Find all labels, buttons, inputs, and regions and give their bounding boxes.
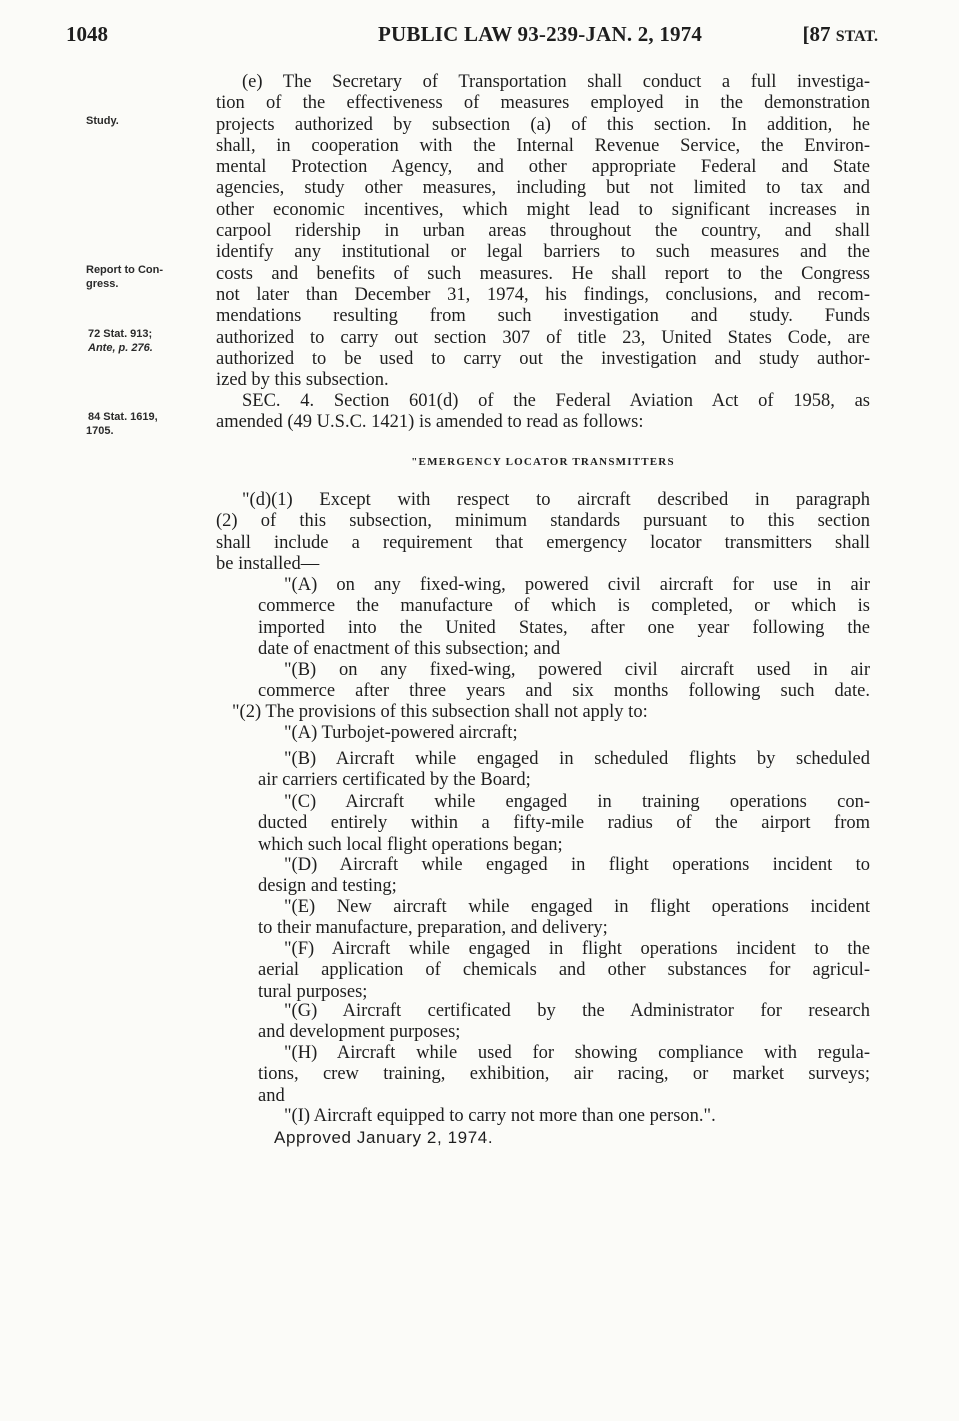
text-line: "(B) on any fixed-wing, powered civil aircraft used in air (284, 660, 870, 680)
paragraph-d2-G (258, 1001, 870, 1044)
text-line: be installed— (216, 553, 320, 574)
text-line: aerial application of chemicals and other substances for agricul- (258, 960, 870, 981)
text-line: "(d)(1) Except with respect to aircraft described in paragraph (242, 490, 870, 510)
paragraph-d2-E (258, 897, 870, 940)
approval-date: Approved January 2, 1974. (274, 1128, 494, 1147)
text-line: authorized to carry out section 307 of title 23, United States Code, are (216, 327, 870, 348)
text-line: projects authorized by subsection (a) of this section. In addition, he (216, 114, 870, 135)
text-line: "(A) Turbojet-powered aircraft; (284, 723, 518, 743)
volume-abbrev: STAT. (835, 28, 878, 45)
text-line: tural purposes; (258, 981, 368, 1002)
text-line: SEC. 4. Section 601(d) of the Federal Aviation Act of 1958, as (242, 391, 870, 411)
text-line: imported into the United States, after one year following the (258, 617, 870, 638)
text-line: commerce after three years and six months following such date. (258, 681, 870, 702)
paragraph-d2-A (258, 723, 870, 744)
text-line: and (258, 1085, 285, 1106)
section-4 (216, 391, 870, 434)
text-line: mental Protection Agency, and other appropriate Federal and State (216, 157, 870, 178)
paragraph-d2-B (258, 749, 870, 792)
page-number: 1048 (66, 22, 108, 46)
text-line: (e) The Secretary of Transportation shall conduct a full investiga- (242, 72, 870, 92)
margin-note-citation-1: 72 Stat. 913; Ante, p. 276. (88, 328, 153, 354)
text-line: (2) of this subsection, minimum standards pursuant to this section (216, 511, 870, 532)
margin-note-citation-2: 84 Stat. 1619, 1705. (86, 411, 158, 437)
paragraph-d2-F (258, 939, 870, 1003)
paragraph-d1 (216, 490, 870, 575)
text-line: amended (49 U.S.C. 1421) is amended to read as follows: (216, 412, 644, 433)
text-line: "(D) Aircraft while engaged in flight operations incident to (284, 855, 870, 875)
text-line: "(G) Aircraft certificated by the Administrator for research (284, 1001, 870, 1021)
paragraph-d1-A (258, 575, 870, 660)
text-line: agencies, study other measures, including but not limited to tax and (216, 178, 870, 199)
text-line: "(H) Aircraft while used for showing compliance with regula- (284, 1043, 870, 1063)
paragraph-d2 (232, 702, 870, 723)
text-line: shall, in cooperation with the Internal Revenue Service, the Environ- (216, 135, 870, 156)
text-line: and development purposes; (258, 1022, 461, 1043)
text-line: tions, crew training, exhibition, air racing, or market surveys; (258, 1064, 870, 1085)
paragraph-d2-I (258, 1106, 870, 1127)
paragraph-d2-H (258, 1043, 870, 1107)
text-line: carpool ridership in urban areas throughout the country, and shall (216, 221, 870, 242)
text-line: costs and benefits of such measures. He shall report to the Congress (216, 263, 870, 284)
text-line: to their manufacture, preparation, and delivery; (258, 918, 608, 939)
text-line: shall include a requirement that emergency locator transmitters shall (216, 532, 870, 553)
text-line: "(E) New aircraft while engaged in flight operations incident (284, 897, 870, 917)
margin-note-study: Study. (86, 115, 119, 127)
text-line: "(2) The provisions of this subsection shall not apply to: (232, 702, 648, 722)
text-line: identify any institutional or legal barriers to such measures and the (216, 242, 870, 263)
paragraph-d1-B (258, 660, 870, 703)
text-line: "(C) Aircraft while engaged in training operations con- (284, 792, 870, 812)
text-line: commerce the manufacture of which is completed, or which is (258, 596, 870, 617)
text-line: ized by this subsection. (216, 370, 389, 391)
running-header (66, 22, 878, 52)
paragraph-d2-D (258, 855, 870, 898)
text-line: "(I) Aircraft equipped to carry not more than one person.". (284, 1106, 716, 1126)
text-line: "(F) Aircraft while engaged in flight operations incident to the (284, 939, 870, 959)
text-line: date of enactment of this subsection; and (258, 638, 561, 659)
paragraph-d2-C (258, 792, 870, 856)
text-line: "(B) Aircraft while engaged in scheduled flights by scheduled (284, 749, 870, 769)
text-line: design and testing; (258, 876, 397, 897)
volume-bracket: [87 (802, 22, 836, 46)
volume-reference (803, 22, 878, 47)
margin-note-report: Report to Con- gress. (86, 264, 163, 290)
text-line: other economic incentives, which might lead to significant increases in (216, 199, 870, 220)
text-line: "(A) on any fixed-wing, powered civil aircraft for use in air (284, 575, 870, 595)
subsection-e (216, 72, 870, 391)
section-heading: "EMERGENCY LOCATOR TRANSMITTERS (411, 456, 675, 468)
text-line: ducted entirely within a fifty-mile radius of the airport from (258, 813, 870, 834)
text-line: mendations resulting from such investigation and study. Funds (216, 306, 870, 327)
page-title: PUBLIC LAW 93-239-JAN. 2, 1974 (378, 22, 703, 46)
text-line: tion of the effectiveness of measures employed in the demonstration (216, 93, 870, 114)
text-line: not later than December 31, 1974, his findings, conclusions, and recom- (216, 284, 870, 305)
text-line: which such local flight operations began; (258, 834, 563, 855)
text-line: authorized to be used to carry out the investigation and study author- (216, 348, 870, 369)
text-line: air carriers certificated by the Board; (258, 770, 531, 791)
